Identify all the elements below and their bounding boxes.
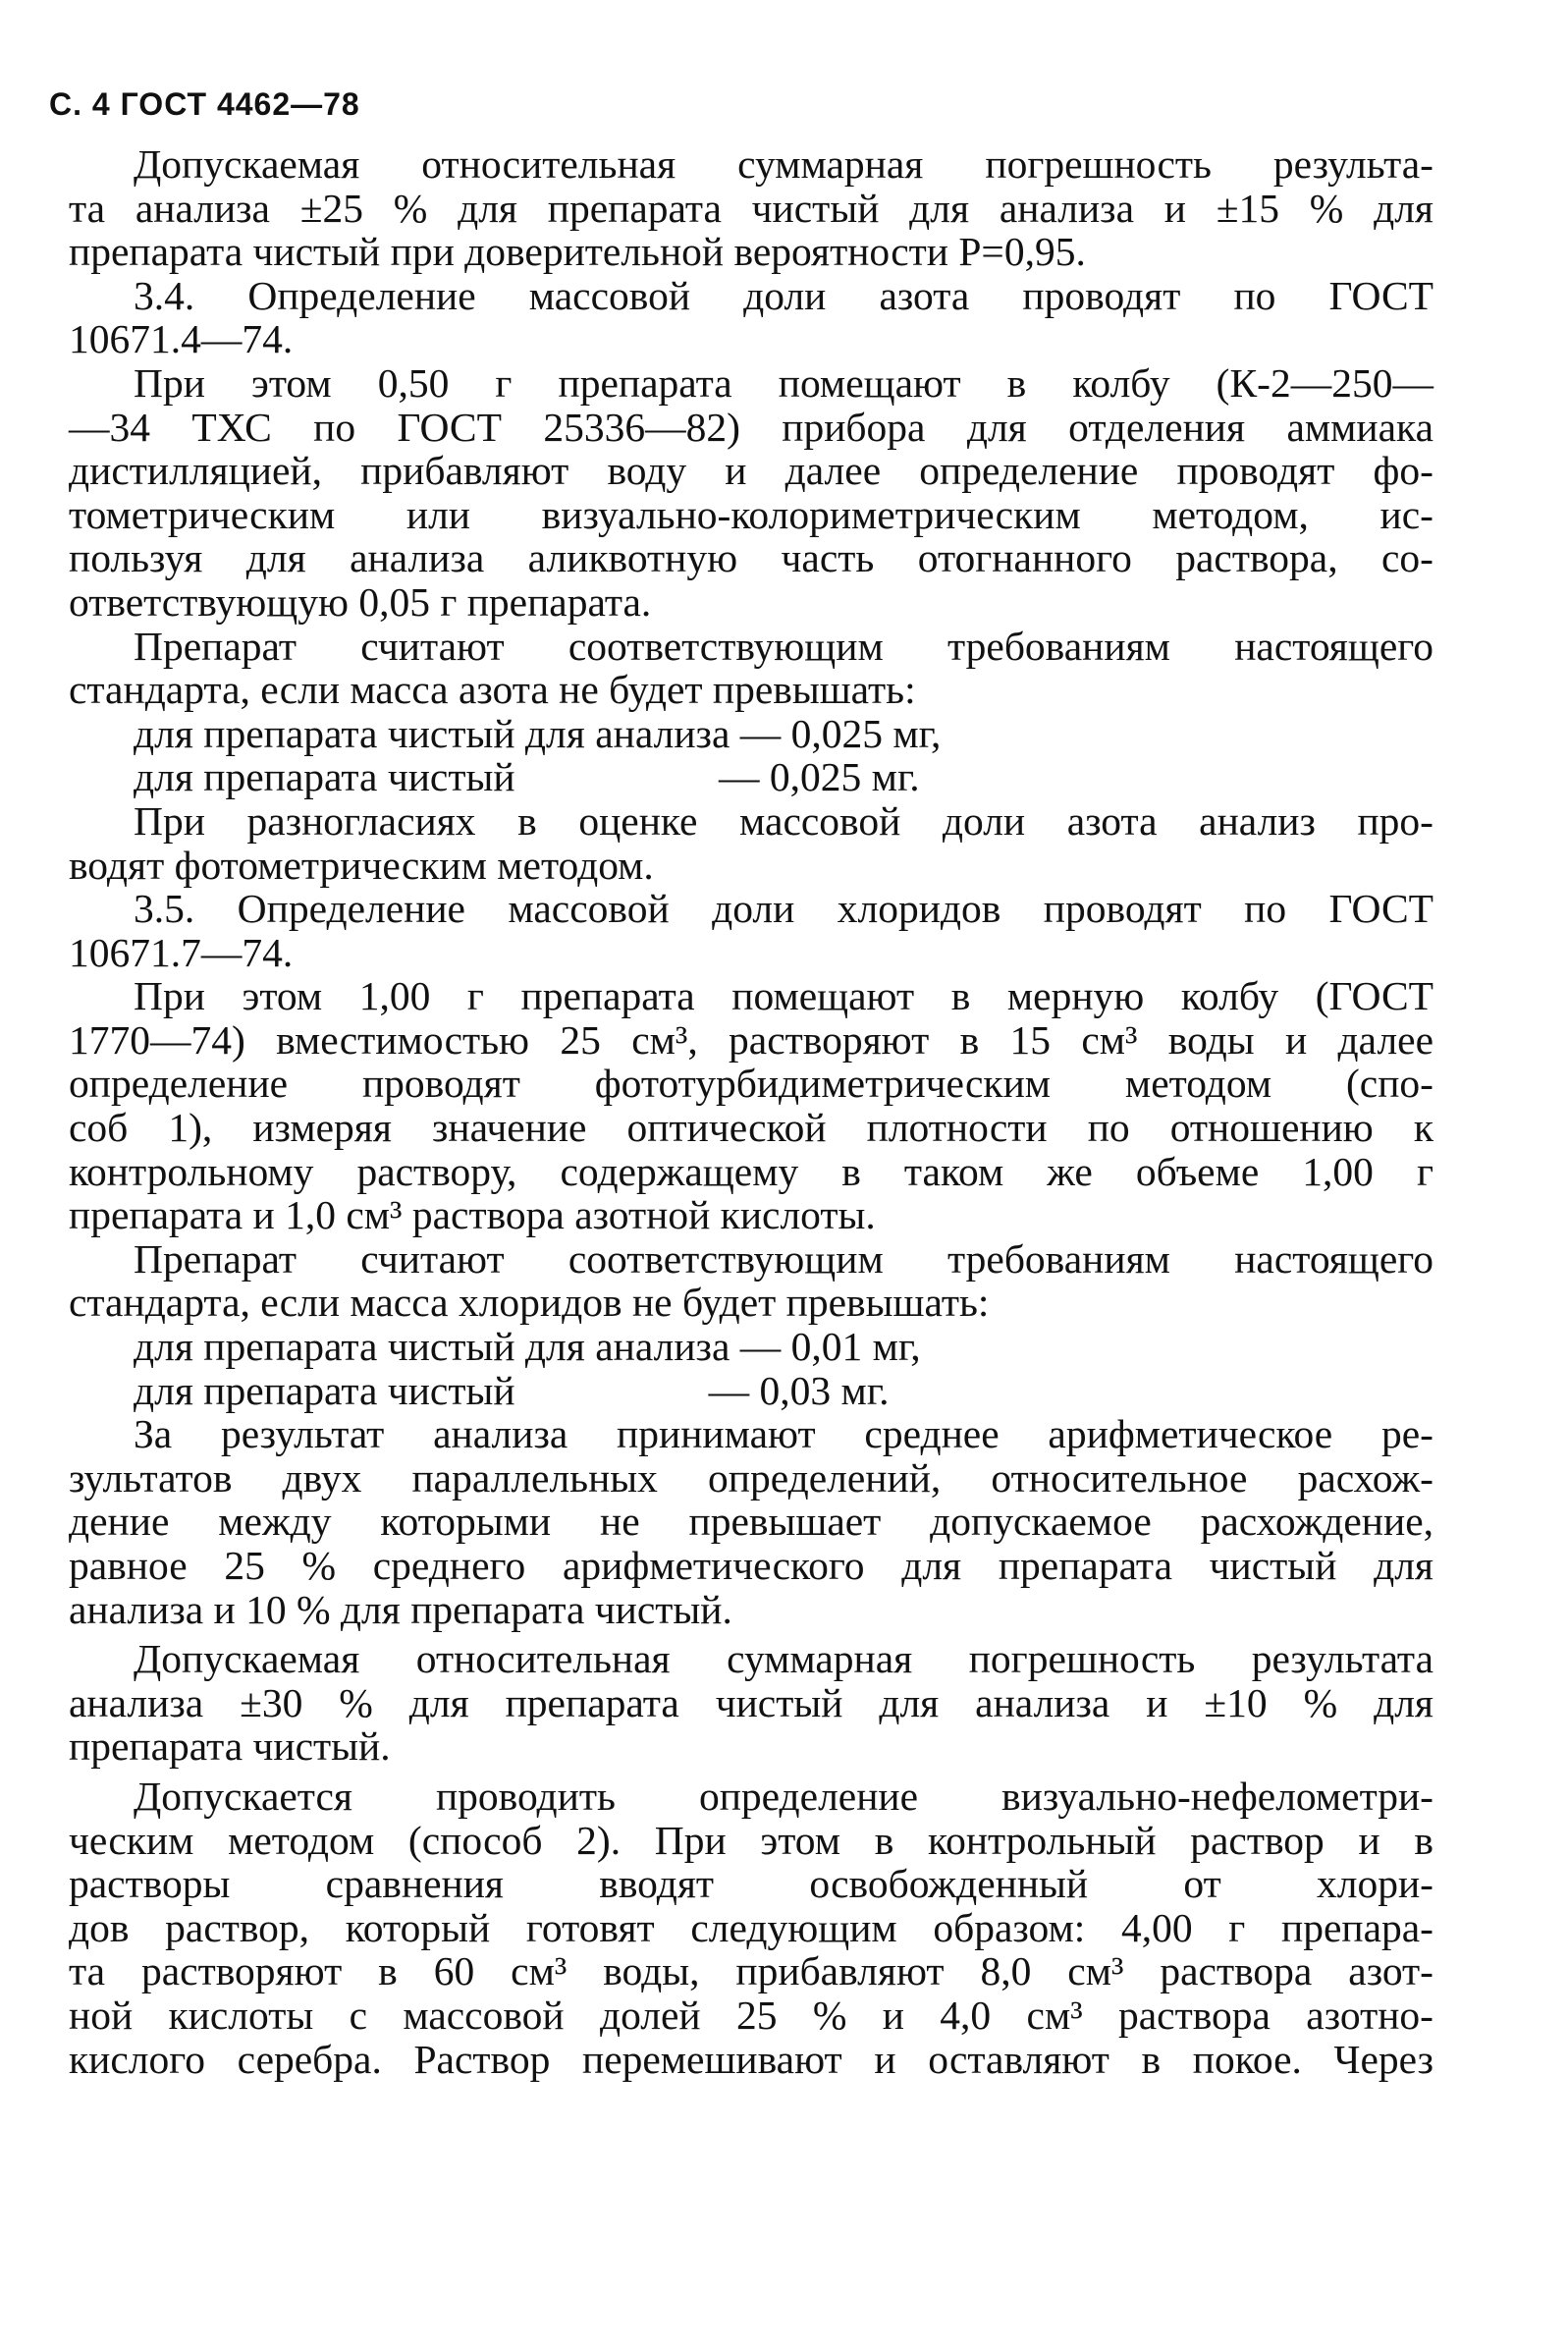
text-line: При этом 0,50 г препарата помещают в колбу (К-2—250— bbox=[134, 359, 1433, 406]
text-line: 10671.4—74. bbox=[69, 316, 294, 362]
text-line: 3.5. Определение массовой доли хлоридов проводят по ГОСТ bbox=[134, 886, 1433, 932]
text-line: 1770—74) вместимостью 25 см³, растворяют в 15 см³ воды и далее bbox=[69, 1016, 1433, 1063]
text-line: дов раствор, который готовят следующим образом: 4,00 г препара- bbox=[69, 1904, 1433, 1950]
text-line: та анализа ±25 % для препарата чистый для анализа и ±15 % для bbox=[69, 185, 1433, 231]
text-line: —34 ТХС по ГОСТ 25336—82) прибора для отделения аммиака bbox=[69, 404, 1433, 450]
text-line: тометрическим или визуально-колориметрическим методом, ис- bbox=[69, 491, 1433, 537]
text-line: Допускаемая относительная суммарная погрешность результа- bbox=[134, 141, 1433, 187]
text-line: Допускаемая относительная суммарная погрешность результата bbox=[134, 1636, 1433, 1682]
text-line: дение между которыми не превышает допускаемое расхождение, bbox=[69, 1499, 1433, 1545]
text-line: водят фотометрическим методом. bbox=[69, 842, 654, 888]
text-line: 10671.7—74. bbox=[69, 929, 294, 975]
text-line: контрольному раствору, содержащему в таком же объеме 1,00 г bbox=[69, 1148, 1433, 1194]
text-line: Препарат считают соответствующим требованиям настоящего bbox=[134, 623, 1433, 669]
text-line: ческим методом (способ 2). При этом в контрольный раствор и в bbox=[69, 1817, 1433, 1863]
text-line: кислого серебра. Раствор перемешивают и оставляют в покое. Через bbox=[69, 2036, 1433, 2082]
text-line: для препарата чистый для анализа — 0,025 мг, bbox=[134, 710, 942, 756]
text-line: ной кислоты с массовой долей 25 % и 4,0 см³ раствора азотно- bbox=[69, 1992, 1433, 2038]
text-line: препарата и 1,0 см³ раствора азотной кислоты. bbox=[69, 1192, 876, 1238]
page-header: С. 4 ГОСТ 4462—78 bbox=[49, 86, 360, 122]
text-line: дистилляцией, прибавляют воду и далее определение проводят фо- bbox=[69, 448, 1433, 494]
text-line: та растворяют в 60 см³ воды, прибавляют 8,0 см³ раствора азот- bbox=[69, 1948, 1433, 1994]
text-line: При разногласиях в оценке массовой доли азота анализ про- bbox=[134, 797, 1433, 844]
text-line: равное 25 % среднего арифметического для препарата чистый для bbox=[69, 1543, 1433, 1588]
text-line: пользуя для анализа аликвотную часть отогнанного раствора, со- bbox=[69, 535, 1433, 581]
text-line: для препарата чистый — 0,025 мг. bbox=[134, 754, 920, 800]
text-line: За результат анализа принимают среднее арифметическое ре- bbox=[134, 1411, 1433, 1457]
document-body bbox=[69, 142, 1433, 2081]
text-line: анализа ±30 % для препарата чистый для анализа и ±10 % для bbox=[69, 1679, 1433, 1725]
text-line: препарата чистый при доверительной вероятности P=0,95. bbox=[69, 229, 1086, 275]
text-line: стандарта, если масса хлоридов не будет превышать: bbox=[69, 1280, 990, 1326]
text-line: для препарата чистый — 0,03 мг. bbox=[134, 1367, 890, 1413]
text-line: Допускается проводить определение визуально-нефелометри- bbox=[134, 1773, 1433, 1819]
text-line: Препарат считают соответствующим требованиям настоящего bbox=[134, 1235, 1433, 1282]
text-line: соб 1), измеряя значение оптической плотности по отношению к bbox=[69, 1105, 1433, 1151]
text-line: анализа и 10 % для препарата чистый. bbox=[69, 1586, 732, 1632]
text-line: При этом 1,00 г препарата помещают в мерную колбу (ГОСТ bbox=[134, 973, 1433, 1019]
text-line: препарата чистый. bbox=[69, 1723, 391, 1770]
text-line: 3.4. Определение массовой доли азота проводят по ГОСТ bbox=[134, 272, 1433, 318]
text-line: ответствующую 0,05 г препарата. bbox=[69, 578, 652, 625]
text-line: зультатов двух параллельных определений, относительное расхож- bbox=[69, 1454, 1433, 1501]
text-line: растворы сравнения вводят освобожденный от хлори- bbox=[69, 1861, 1433, 1907]
text-line: для препарата чистый для анализа — 0,01 мг, bbox=[134, 1324, 921, 1370]
text-line: определение проводят фототурбидиметрическим методом (спо- bbox=[69, 1061, 1433, 1107]
text-line: стандарта, если масса азота не будет превышать: bbox=[69, 667, 916, 713]
